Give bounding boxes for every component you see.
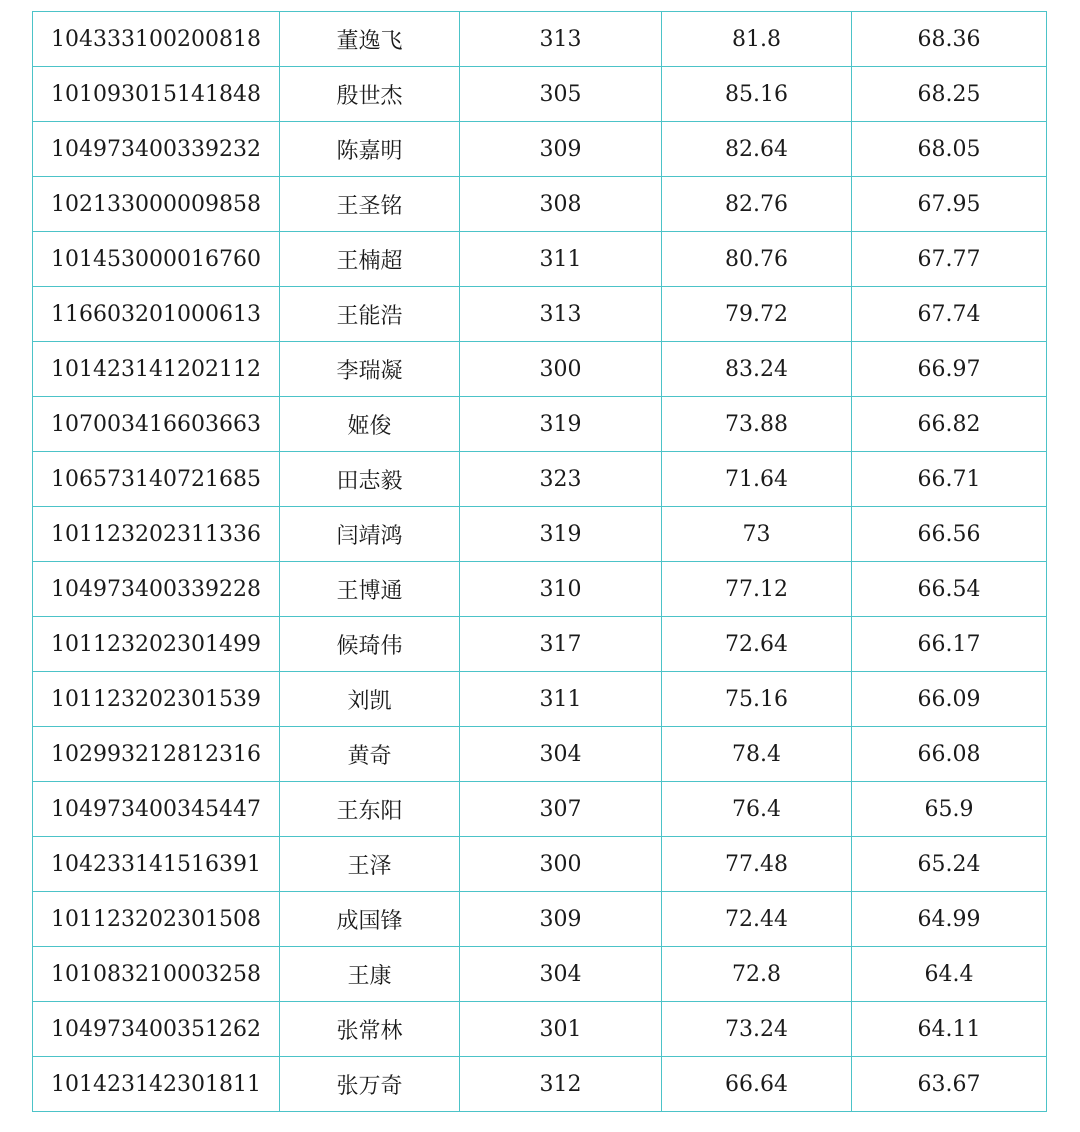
interview-score-cell: 75.16 <box>662 672 852 727</box>
table-row <box>33 672 1047 727</box>
candidate-name-cell: 姬俊 <box>280 397 460 452</box>
total-score-cell: 64.99 <box>852 892 1047 947</box>
preliminary-score-cell: 310 <box>460 562 662 617</box>
table-row <box>33 232 1047 287</box>
candidate-id-cell: 101083210003258 <box>33 947 280 1002</box>
table-row <box>33 67 1047 122</box>
table-row <box>33 947 1047 1002</box>
total-score-cell: 64.4 <box>852 947 1047 1002</box>
candidate-id-cell: 104973400339228 <box>33 562 280 617</box>
interview-score-cell: 77.48 <box>662 837 852 892</box>
preliminary-score-cell: 312 <box>460 1057 662 1112</box>
candidate-name-cell: 闫靖鸿 <box>280 507 460 562</box>
total-score-cell: 66.17 <box>852 617 1047 672</box>
candidate-name-cell: 候琦伟 <box>280 617 460 672</box>
candidate-id-cell: 102993212812316 <box>33 727 280 782</box>
interview-score-cell: 82.76 <box>662 177 852 232</box>
candidate-name-cell: 陈嘉明 <box>280 122 460 177</box>
candidate-id-cell: 106573140721685 <box>33 452 280 507</box>
interview-score-cell: 73.88 <box>662 397 852 452</box>
interview-score-cell: 72.8 <box>662 947 852 1002</box>
table-row <box>33 177 1047 232</box>
candidate-name-cell: 王东阳 <box>280 782 460 837</box>
score-sheet <box>32 11 1046 1112</box>
table-row <box>33 397 1047 452</box>
candidate-name-cell: 王泽 <box>280 837 460 892</box>
candidate-id-cell: 101453000016760 <box>33 232 280 287</box>
total-score-cell: 65.24 <box>852 837 1047 892</box>
candidate-id-cell: 102133000009858 <box>33 177 280 232</box>
preliminary-score-cell: 309 <box>460 892 662 947</box>
interview-score-cell: 72.64 <box>662 617 852 672</box>
preliminary-score-cell: 307 <box>460 782 662 837</box>
candidate-id-cell: 101123202301508 <box>33 892 280 947</box>
total-score-cell: 63.67 <box>852 1057 1047 1112</box>
interview-score-cell: 72.44 <box>662 892 852 947</box>
preliminary-score-cell: 317 <box>460 617 662 672</box>
candidate-name-cell: 董逸飞 <box>280 12 460 67</box>
candidate-name-cell: 王楠超 <box>280 232 460 287</box>
total-score-cell: 65.9 <box>852 782 1047 837</box>
total-score-cell: 64.11 <box>852 1002 1047 1057</box>
candidate-name-cell: 王康 <box>280 947 460 1002</box>
total-score-cell: 68.36 <box>852 12 1047 67</box>
preliminary-score-cell: 304 <box>460 947 662 1002</box>
candidate-name-cell: 李瑞凝 <box>280 342 460 397</box>
candidate-id-cell: 101093015141848 <box>33 67 280 122</box>
table-row <box>33 892 1047 947</box>
total-score-cell: 67.95 <box>852 177 1047 232</box>
candidate-id-cell: 104973400345447 <box>33 782 280 837</box>
table-row <box>33 342 1047 397</box>
score-table <box>32 11 1047 1112</box>
candidate-name-cell: 成国锋 <box>280 892 460 947</box>
preliminary-score-cell: 319 <box>460 507 662 562</box>
interview-score-cell: 73 <box>662 507 852 562</box>
candidate-id-cell: 101423141202112 <box>33 342 280 397</box>
table-row <box>33 507 1047 562</box>
candidate-id-cell: 107003416603663 <box>33 397 280 452</box>
interview-score-cell: 78.4 <box>662 727 852 782</box>
interview-score-cell: 83.24 <box>662 342 852 397</box>
candidate-id-cell: 104973400351262 <box>33 1002 280 1057</box>
total-score-cell: 66.97 <box>852 342 1047 397</box>
candidate-id-cell: 101123202301499 <box>33 617 280 672</box>
candidate-name-cell: 王圣铭 <box>280 177 460 232</box>
table-row <box>33 452 1047 507</box>
interview-score-cell: 79.72 <box>662 287 852 342</box>
preliminary-score-cell: 305 <box>460 67 662 122</box>
table-row <box>33 562 1047 617</box>
table-row <box>33 782 1047 837</box>
preliminary-score-cell: 319 <box>460 397 662 452</box>
total-score-cell: 66.71 <box>852 452 1047 507</box>
total-score-cell: 66.56 <box>852 507 1047 562</box>
table-row <box>33 617 1047 672</box>
interview-score-cell: 66.64 <box>662 1057 852 1112</box>
preliminary-score-cell: 300 <box>460 837 662 892</box>
table-row <box>33 727 1047 782</box>
score-table-body <box>33 12 1047 1112</box>
candidate-name-cell: 张常林 <box>280 1002 460 1057</box>
candidate-name-cell: 殷世杰 <box>280 67 460 122</box>
preliminary-score-cell: 311 <box>460 672 662 727</box>
preliminary-score-cell: 313 <box>460 287 662 342</box>
candidate-name-cell: 黄奇 <box>280 727 460 782</box>
preliminary-score-cell: 308 <box>460 177 662 232</box>
interview-score-cell: 77.12 <box>662 562 852 617</box>
candidate-id-cell: 104233141516391 <box>33 837 280 892</box>
interview-score-cell: 73.24 <box>662 1002 852 1057</box>
candidate-id-cell: 101123202311336 <box>33 507 280 562</box>
interview-score-cell: 81.8 <box>662 12 852 67</box>
candidate-id-cell: 104973400339232 <box>33 122 280 177</box>
candidate-name-cell: 张万奇 <box>280 1057 460 1112</box>
interview-score-cell: 80.76 <box>662 232 852 287</box>
preliminary-score-cell: 309 <box>460 122 662 177</box>
candidate-id-cell: 104333100200818 <box>33 12 280 67</box>
total-score-cell: 68.05 <box>852 122 1047 177</box>
candidate-name-cell: 王能浩 <box>280 287 460 342</box>
candidate-name-cell: 田志毅 <box>280 452 460 507</box>
candidate-id-cell: 116603201000613 <box>33 287 280 342</box>
interview-score-cell: 76.4 <box>662 782 852 837</box>
table-row <box>33 122 1047 177</box>
total-score-cell: 66.54 <box>852 562 1047 617</box>
preliminary-score-cell: 301 <box>460 1002 662 1057</box>
total-score-cell: 67.74 <box>852 287 1047 342</box>
total-score-cell: 66.82 <box>852 397 1047 452</box>
preliminary-score-cell: 300 <box>460 342 662 397</box>
total-score-cell: 66.09 <box>852 672 1047 727</box>
candidate-name-cell: 王博通 <box>280 562 460 617</box>
candidate-id-cell: 101123202301539 <box>33 672 280 727</box>
total-score-cell: 67.77 <box>852 232 1047 287</box>
total-score-cell: 66.08 <box>852 727 1047 782</box>
table-row <box>33 837 1047 892</box>
total-score-cell: 68.25 <box>852 67 1047 122</box>
table-row <box>33 287 1047 342</box>
preliminary-score-cell: 304 <box>460 727 662 782</box>
candidate-name-cell: 刘凯 <box>280 672 460 727</box>
table-row <box>33 1002 1047 1057</box>
preliminary-score-cell: 311 <box>460 232 662 287</box>
table-row <box>33 1057 1047 1112</box>
preliminary-score-cell: 313 <box>460 12 662 67</box>
table-row <box>33 12 1047 67</box>
interview-score-cell: 71.64 <box>662 452 852 507</box>
preliminary-score-cell: 323 <box>460 452 662 507</box>
interview-score-cell: 85.16 <box>662 67 852 122</box>
candidate-id-cell: 101423142301811 <box>33 1057 280 1112</box>
interview-score-cell: 82.64 <box>662 122 852 177</box>
